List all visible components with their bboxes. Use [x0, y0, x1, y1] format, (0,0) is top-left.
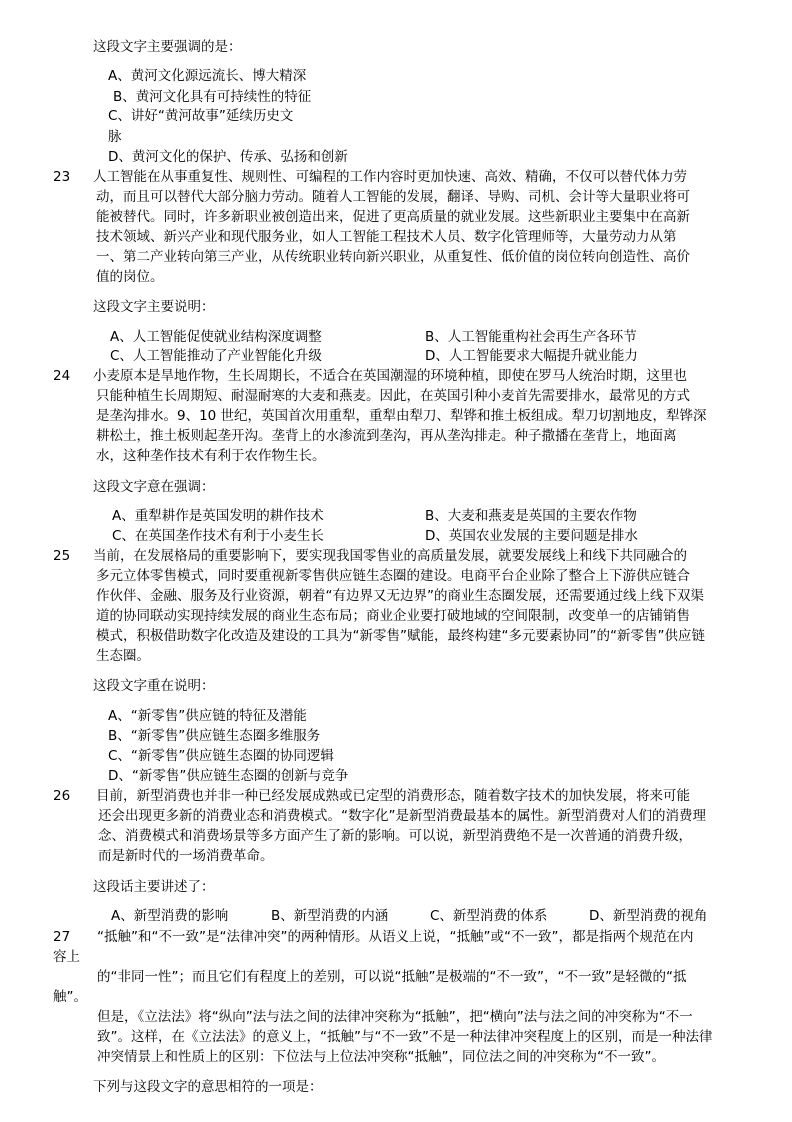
question-number: 26: [53, 788, 71, 804]
passage-line: 道的协同联动实现持续发展的商业生态布局；商业企业要打破地域的空间限制，改变单一的店铺销售: [96, 608, 690, 624]
passage-line: 耕松土，推土板则起垄开沟。垄背上的水渗流到垄沟，再从垄沟排走。种子撒播在垄背上，地面离: [96, 428, 677, 444]
passage-line: 多元立体零售模式，同时要重视新零售供应链生态圈的建设。电商平台企业除了整合上下游供应链合: [96, 568, 690, 584]
passage-line: 念、消费模式和消费场景等多方面产生了新的影响。可以说，新型消费绝不是一次普通的消费升级，: [98, 828, 692, 844]
passage-line: 的“非同一性”；而且它们有程度上的差别，可以说“抵触”是极端的“不一致”，“不一致”是轻微的“抵: [97, 969, 687, 985]
option-d: D、新型消费的视角: [589, 908, 708, 924]
passage-line: 还会出现更多新的消费业态和消费模式。“数字化”是新型消费最基本的属性。新型消费对人们的消费理: [98, 808, 706, 824]
passage-line: “抵触”和“不一致”是“法律冲突”的两种情形。从语义上说，“抵触”或“不一致”，都是指两个规范在内: [97, 929, 694, 945]
passage-line: 生态圈。: [96, 648, 150, 664]
option-a: A、“新零售”供应链的特征及潜能: [108, 708, 307, 724]
passage-line: 触”。: [53, 989, 87, 1005]
question-prompt: 下列与这段文字的意思相符的一项是：: [93, 1079, 323, 1095]
passage-line: 而是新时代的一场消费革命。: [98, 848, 274, 864]
passage-line: 动，而且可以替代大部分脑力劳动。随着人工智能的发展，翻译、导购、司机、会计等大量职业将可: [96, 189, 690, 205]
option-b: B、大麦和燕麦是英国的主要农作物: [425, 508, 637, 524]
passage-line: 是垄沟排水。9、10 世纪，英国首次用重犁，重犁由犁刀、犁铧和推土板组成。犁刀切割地皮，犁铧深: [96, 408, 707, 424]
passage-line: 人工智能在从事重复性、规则性、可编程的工作内容时更加快速、高效、精确，不仅可以替代体力劳: [93, 169, 687, 185]
question-number: 24: [53, 368, 71, 384]
passage-line: 容上: [53, 949, 80, 965]
option-a: A、重犁耕作是英国发明的耕作技术: [112, 508, 324, 524]
question-number: 25: [53, 548, 71, 564]
question-number: 23: [53, 169, 71, 185]
passage-line: 技术领域、新兴产业和现代服务业，如人工智能工程技术人员、数字化管理师等，大量劳动力从第: [96, 229, 677, 245]
option-b: B、黄河文化具有可持续性的特征: [113, 89, 312, 105]
passage-line: 当前，在发展格局的重要影响下，要实现我国零售业的高质量发展，就要发展线上和线下共同融合的: [93, 548, 687, 564]
passage-line: 只能种植生长周期短、耐湿耐寒的大麦和燕麦。因此，在英国引种小麦首先需要排水，最常见的方式: [96, 388, 690, 404]
passage-line: 致”。这样，在《立法法》的意义上，“抵触”与“不一致”不是一种法律冲突程度上的区别，而是一种法律: [97, 1029, 713, 1045]
passage-line: 作伙伴、金融、服务及行业资源，朝着“有边界又无边界”的商业生态圈发展，还需要通过线上线下双渠: [96, 588, 704, 604]
option-a: A、黄河文化源远流长、博大精深: [108, 68, 307, 84]
option-c: C、“新零售”供应链生态圈的协同逻辑: [108, 748, 334, 764]
option-d: D、英国农业发展的主要问题是排水: [425, 528, 638, 544]
passage-line: 但是，《立法法》将“纵向”法与法之间的法律冲突称为“抵触”，把“横向”法与法之间的冲突称为“不一: [97, 1009, 693, 1025]
question-prompt: 这段文字重在说明：: [93, 678, 215, 694]
option-a: A、人工智能促使就业结构深度调整: [110, 329, 322, 345]
passage-line: 小麦原本是旱地作物，生长周期长，不适合在英国潮湿的环境种植，即使在罗马人统治时期，这里也: [93, 368, 687, 384]
passage-line: 一、第二产业转向第三产业，从传统职业转向新兴职业，从重复性、低价值的岗位转向创造性、高价: [96, 249, 690, 265]
question-prompt: 这段话主要讲述了：: [93, 879, 215, 895]
question-prompt: 这段文字意在强调：: [93, 479, 215, 495]
passage-line: 目前，新型消费也并非一种已经发展成熟或已定型的消费形态，随着数字技术的加快发展，将来可能: [96, 788, 690, 804]
option-c: C、在英国垄作技术有利于小麦生长: [112, 528, 324, 544]
option-b: B、新型消费的内涵: [271, 908, 389, 924]
passage-line: 水，这种垄作技术有利于农作物生长。: [96, 448, 326, 464]
option-c: C、人工智能推动了产业智能化升级: [110, 348, 322, 364]
option-d: D、“新零售”供应链生态圈的创新与竞争: [108, 768, 349, 784]
option-c: C、讲好“黄河故事”延续历史文: [108, 108, 294, 124]
option-b: B、人工智能重构社会再生产各环节: [425, 329, 637, 345]
question-prompt: 这段文字主要强调的是：: [93, 39, 242, 55]
option-c-continued: 脉: [108, 129, 122, 145]
option-c: C、新型消费的体系: [430, 908, 548, 924]
option-d: D、人工智能要求大幅提升就业能力: [425, 348, 638, 364]
passage-line: 值的岗位。: [96, 269, 164, 285]
question-number: 27: [53, 929, 71, 945]
passage-line: 冲突情景上和性质上的区别：下位法与上位法冲突称“抵触”，同位法之间的冲突称为“不一致”。: [97, 1049, 665, 1065]
question-prompt: 这段文字主要说明：: [93, 299, 215, 315]
option-a: A、新型消费的影响: [111, 908, 229, 924]
passage-line: 模式，积极借助数字化改造及建设的工具为“新零售”赋能，最终构建“多元要素协同”的“新零售”供应链: [96, 628, 705, 644]
option-d: D、黄河文化的保护、传承、弘扬和创新: [108, 149, 348, 165]
passage-line: 能被替代。同时，许多新职业被创造出来，促进了更高质量的就业发展。这些新职业主要集中在高新: [96, 209, 690, 225]
option-b: B、“新零售”供应链生态圈多维服务: [108, 728, 321, 744]
